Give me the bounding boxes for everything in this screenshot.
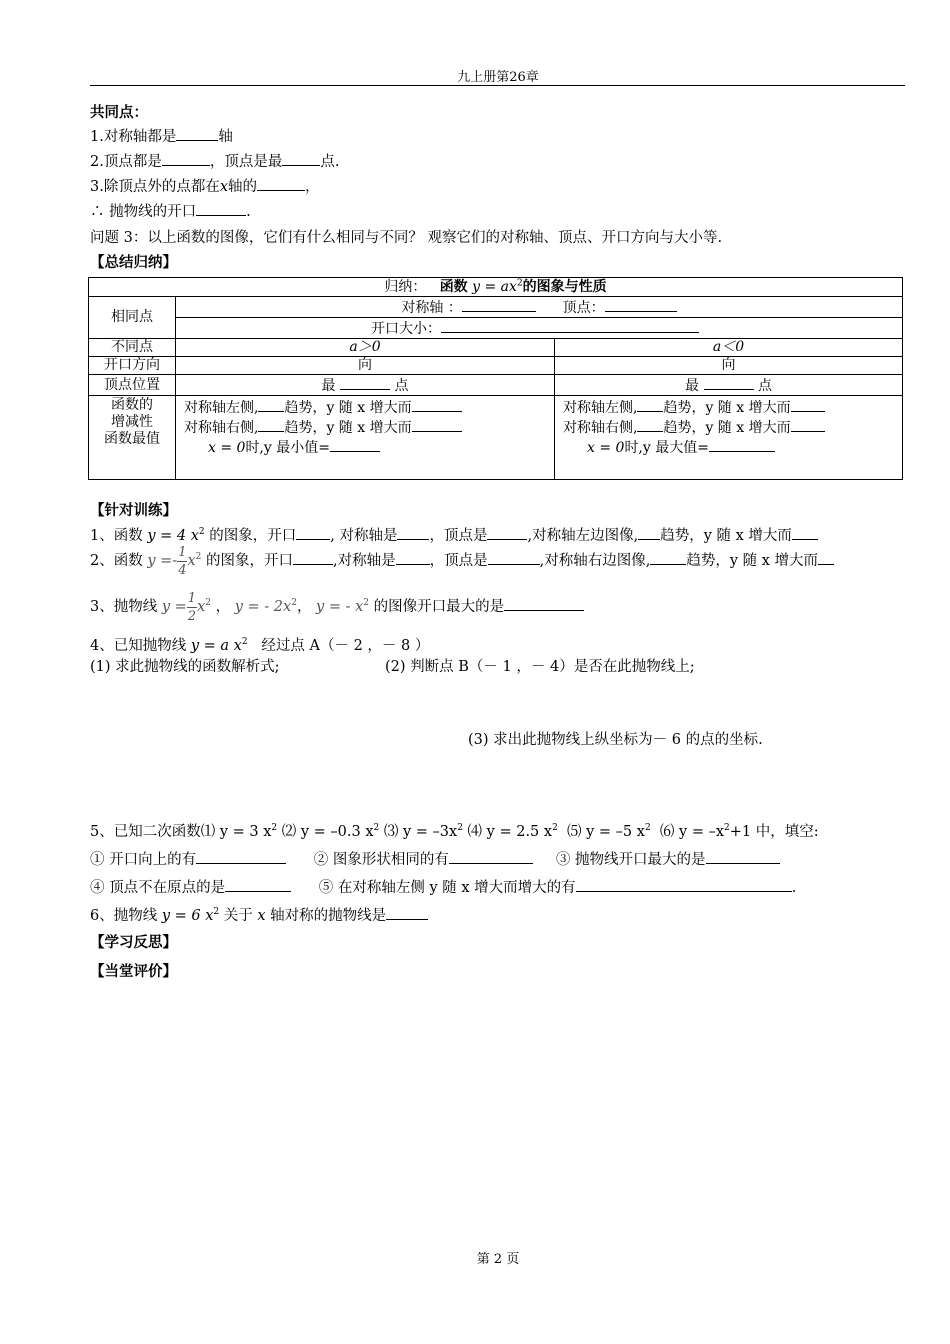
common-line-2: 2.顶点都是 ，顶点是最 点.	[90, 150, 339, 171]
same-axis-vertex: 对称轴 ： 顶点：	[176, 297, 903, 318]
vertex-pos-a-pos: 最 点	[176, 375, 555, 396]
question-5-row-1: ① 开口向上的有 ② 图象形状相同的有 ③ 抛物线开口最大的是	[90, 848, 780, 869]
question-5: 5、已知二次函数⑴ y = 3 $x^2$ ⑵ y = –0.3 $x^2$ ⑶ $y = -3x^2$ ⑷ y = 2.5 $x^2$ ⑸ y = –5 $x^2$ ⑹ $y = -x^2+1$ 中，填空:	[90, 823, 819, 840]
header-rule	[90, 85, 905, 86]
common-heading: 共同点：	[90, 104, 148, 121]
summary-table	[88, 277, 903, 480]
summary-heading: 【总结归纳】	[90, 254, 177, 271]
question-3-practice: 3、抛物线 y = $\frac{1}{2}$ $x^2$ ， y = - $2x^2$， y = - $x^2$ 的图像开口最大的是	[90, 589, 584, 625]
direction-neg: 向	[555, 357, 903, 375]
page-number: 第 2 页	[476, 1252, 520, 1267]
question-4-part-3: (3) 求出此抛物线上纵坐标为－ 6 的点的坐标.	[468, 732, 763, 748]
same-size: 开口大小：	[176, 318, 903, 339]
page-header: 九上册第26章	[457, 70, 539, 85]
diff-label: 不同点	[89, 339, 176, 357]
question-4: 4、已知抛物线 y = a $x^2$ 经过点 A（－ 2 ，－ 8 ）	[90, 637, 430, 654]
evaluation-heading: 【当堂评价】	[90, 963, 177, 980]
common-line-1: 1.对称轴都是 轴	[90, 125, 233, 146]
mono-a-pos: 对称轴左侧, 趋势，y 随 x 增大而 对称轴右侧, 趋势，y 随 x 增大而 x = 0时,y 最小值=	[176, 396, 555, 480]
question-6: 6、抛物线 y = 6 $x^2$ 关于 x 轴对称的抛物线是	[90, 904, 428, 925]
fraction-half: $\frac{1}{2}$	[187, 590, 197, 624]
fraction-quarter: $\frac{1}{4}$	[178, 544, 187, 578]
mono-label: 函数的 增减性 函数最值	[89, 396, 176, 480]
a-negative: a＜0	[555, 339, 903, 357]
vertex-pos-a-neg: 最 点	[555, 375, 903, 396]
question-5-row-2: ④ 顶点不在原点的是 ⑤ 在对称轴左侧 y 随 x 增大而增大的有 .	[90, 876, 796, 897]
common-line-4: ∴ 抛物线的开口 .	[90, 200, 251, 221]
question-2: 2、函数 y =- $\frac{1}{4}$ $x^2$ 的图象，开口 ,对称轴是 ，顶点是 ,对称轴右边图像, 趋势，y 随 x 增大而	[90, 543, 834, 579]
reflection-heading: 【学习反思】	[90, 934, 177, 951]
vertex-pos-label: 顶点位置	[89, 375, 176, 396]
table-title: 归纳： 函数 $y = ax^2$的图象与性质	[89, 278, 903, 297]
question-4-part-1: (1) 求此抛物线的函数解析式;	[90, 659, 280, 675]
training-heading: 【针对训练】	[90, 502, 177, 519]
common-line-3: 3.除顶点外的点都在x轴的 ，	[90, 175, 320, 196]
a-positive: a＞0	[176, 339, 555, 357]
question-3: 问题 3：以上函数的图像，它们有什么相同与不同？ 观察它们的对称轴、顶点、开口方向与大小等.	[90, 230, 723, 246]
mono-a-neg: 对称轴左侧, 趋势，y 随 x 增大而 对称轴右侧, 趋势，y 随 x 增大而 x = 0时,y 最大值=	[555, 396, 903, 480]
direction-label: 开口方向	[89, 357, 176, 375]
question-4-part-2: (2) 判断点 B（－ 1 ，－ 4）是否在此抛物线上;	[385, 659, 695, 675]
direction-pos: 向	[176, 357, 555, 375]
question-1: 1、函数 y = 4 $x^2$ 的图象，开口 , 对称轴是 ，顶点是 ,对称轴左边图像, 趋势，y 随 x 增大而	[90, 524, 818, 545]
same-label: 相同点	[89, 297, 176, 339]
